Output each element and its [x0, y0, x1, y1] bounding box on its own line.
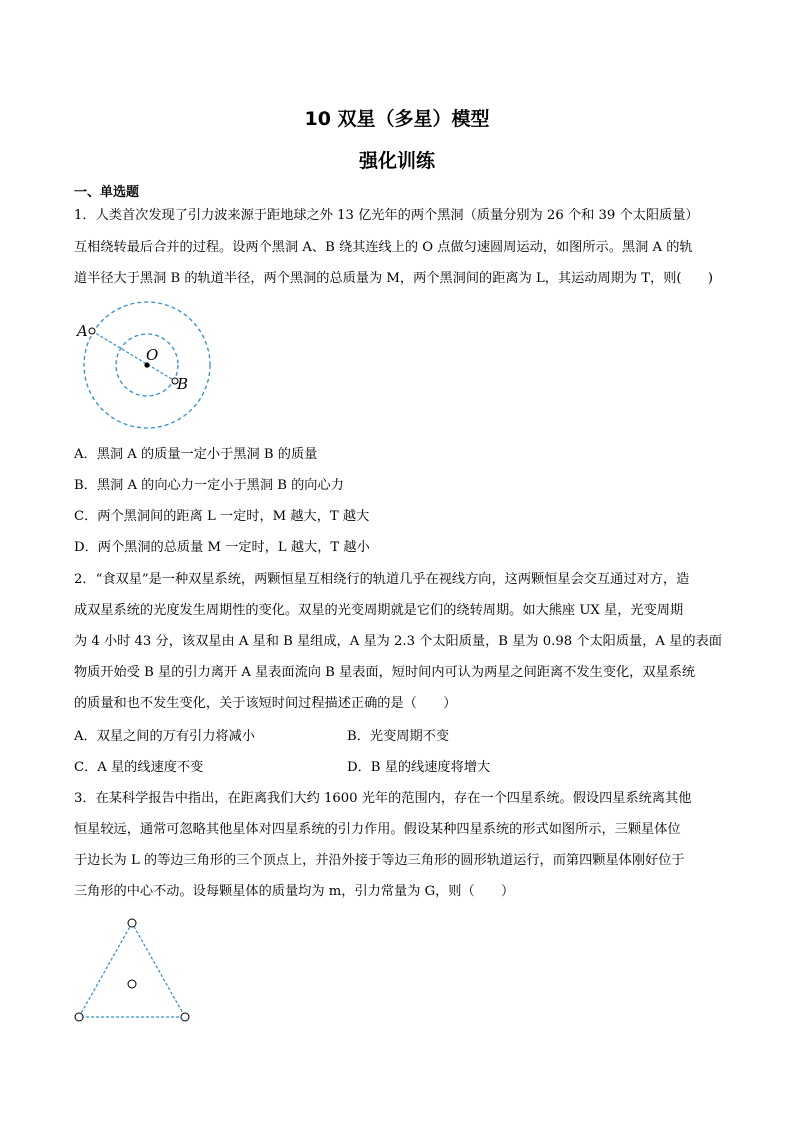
- q1-text-line-1: 1．人类首次发现了引力波来源于距地球之外 13 亿光年的两个黑洞（质量分别为 26 个和 39 个太阳质量）: [74, 208, 699, 223]
- q3-text-line-3: 于边长为 L 的等边三角形的三个顶点上，并沿外接于等边三角形的圆形轨道运行，而第四颗星体刚好位于: [74, 853, 685, 868]
- q1-option-d: D．两个黑洞的总质量 M 一定时，L 越大，T 越小: [74, 540, 370, 555]
- q2-text-line-2: 成双星系统的光度发生周期性的变化。双星的光变周期就是它们的绕转周期。如大熊座 UX 星，光变周期: [74, 603, 684, 618]
- q2-text-line-4: 物质开始受 B 星的引力离开 A 星表面流向 B 星表面，短时间内可认为两星之间距离不发生变化，双星系统: [74, 665, 696, 680]
- q1-orbit-figure: [74, 310, 224, 430]
- q2-text-line-3: 为 4 小时 43 分，该双星由 A 星和 B 星组成，A 星为 2.3 个太阳质量，B 星为 0.98 个太阳质量，A 星的表面: [74, 634, 722, 649]
- q1-option-a: A．黑洞 A 的质量一定小于黑洞 B 的质量: [74, 447, 318, 462]
- q3-text-line-2: 恒星较远，通常可忽略其他星体对四星系统的引力作用。假设某种四星系统的形式如图所示，三颗星体位: [74, 822, 681, 837]
- q2-option-c: C．A 星的线速度不变: [74, 760, 204, 775]
- page-title: 10 双星（多星）模型: [304, 108, 490, 130]
- black-hole-a: [89, 328, 95, 334]
- bottom-left-star: [75, 1013, 83, 1021]
- page-subtitle: 强化训练: [358, 150, 435, 172]
- top-star: [128, 919, 136, 927]
- q1-option-b: B．黑洞 A 的向心力一定小于黑洞 B 的向心力: [74, 478, 344, 493]
- q2-option-b: B．光变周期不变: [347, 729, 450, 744]
- q2-text-line-5: 的质量和也不发生变化，关于该短时间过程描述正确的是（ ）: [74, 696, 457, 711]
- label-b: B: [177, 375, 189, 393]
- q3-text-line-1: 3．在某科学报告中指出，在距离我们大约 1600 光年的范围内，存在一个四星系统。假设四星系统离其他: [74, 791, 692, 806]
- q2-text-line-1: 2．“食双星”是一种双星系统，两颗恒星互相绕行的轨道几乎在视线方向，这两颗恒星会交互通过对方，造: [74, 572, 690, 587]
- bottom-right-star: [181, 1013, 189, 1021]
- equilateral-triangle: [79, 923, 185, 1017]
- label-a: A: [77, 322, 88, 340]
- q1-text-line-2: 互相绕转最后合并的过程。设两个黑洞 A、B 绕其连线上的 O 点做匀速圆周运动，如图所示。黑洞 A 的轨: [74, 240, 693, 255]
- q1-option-c: C．两个黑洞间的距离 L 一定时，M 越大，T 越大: [74, 509, 370, 524]
- q3-text-line-4: 三角形的中心不动。设每颗星体的质量均为 m，引力常量为 G，则（ ）: [74, 884, 515, 899]
- center-star: [128, 980, 136, 988]
- q2-option-d: D．B 星的线速度将增大: [347, 760, 491, 775]
- q2-option-a: A．双星之间的万有引力将减小: [74, 729, 255, 744]
- q3-triangle-figure: [70, 915, 200, 1025]
- section-heading: 一、单选题: [74, 185, 140, 200]
- q1-text-line-3: 道半径大于黑洞 B 的轨道半径，两个黑洞的总质量为 M，两个黑洞间的距离为 L，其运动周期为 T，则( ): [74, 271, 714, 286]
- label-o: O: [146, 346, 159, 364]
